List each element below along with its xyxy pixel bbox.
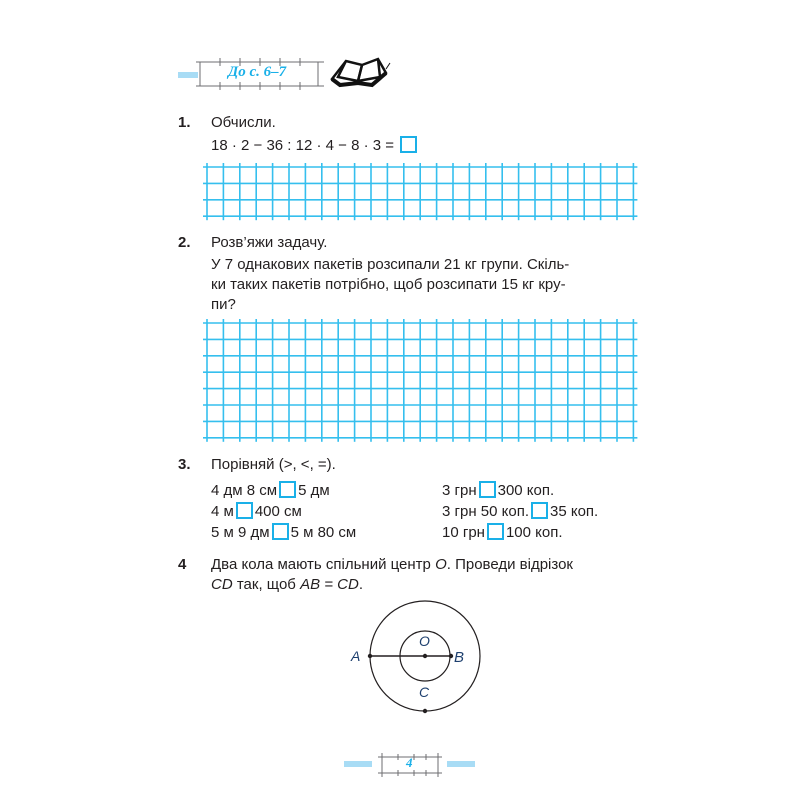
task-1-title: Обчисли. <box>211 114 276 131</box>
compare-left-1 <box>211 481 330 500</box>
compare-right-2-b: 35 коп. <box>550 503 599 520</box>
segment-cd-ref: CD <box>211 576 233 593</box>
compare-box[interactable] <box>479 481 496 498</box>
compare-left-3-a: 5 м 9 дм <box>211 524 270 541</box>
task-2-number: 2. <box>178 234 191 251</box>
task-1-number: 1. <box>178 114 191 131</box>
open-book-icon <box>328 55 392 91</box>
compare-right-3-b: 100 коп. <box>505 524 563 541</box>
point-o-ref: O <box>435 556 447 573</box>
label-a: A <box>351 648 361 664</box>
page-number: 4 <box>406 755 413 770</box>
point-a <box>368 654 372 658</box>
task-4-text: . Проведи відрізок <box>446 556 573 573</box>
compare-right-2 <box>442 502 598 521</box>
answer-box[interactable] <box>400 136 417 153</box>
task-1-expression-text: 18 · 2 − 36 : 12 · 4 − 8 · 3 = <box>211 137 395 154</box>
task-2-line-3: пи? <box>211 296 236 313</box>
compare-right-2-a: 3 грн 50 коп. <box>442 503 529 520</box>
point-b <box>449 654 453 658</box>
task-3-title: Порівняй (>, <, =). <box>211 456 336 473</box>
task-4-text: . <box>358 576 364 593</box>
task-4-text: так, щоб <box>232 576 301 593</box>
equation-ref: AB = CD <box>300 576 359 593</box>
compare-right-1-a: 3 грн <box>442 482 477 499</box>
concentric-circles-figure[interactable] <box>340 596 500 720</box>
header-label: До с. 6–7 <box>228 64 287 80</box>
compare-left-3 <box>211 523 356 542</box>
task-3-number: 3. <box>178 456 191 473</box>
compare-right-1-b: 300 коп. <box>497 482 555 499</box>
compare-left-3-b: 5 м 80 см <box>290 524 357 541</box>
footer-bar-left <box>344 761 372 767</box>
compare-left-2-a: 4 м <box>211 503 234 520</box>
compare-right-3-a: 10 грн <box>442 524 485 541</box>
compare-left-1-a: 4 дм 8 см <box>211 482 278 499</box>
task-1-expression <box>211 136 419 155</box>
label-c: C <box>419 684 430 700</box>
compare-left-2-b: 400 см <box>254 503 302 520</box>
compare-box[interactable] <box>272 523 289 540</box>
task-2-line-1: У 7 однакових пакетів розсипали 21 кг групи. Скіль- <box>211 256 570 273</box>
compare-box[interactable] <box>279 481 296 498</box>
header-accent-bar <box>178 72 198 78</box>
compare-right-1 <box>442 481 554 500</box>
footer-bar-right <box>447 761 475 767</box>
compare-box[interactable] <box>236 502 253 519</box>
compare-left-2 <box>211 502 302 521</box>
task-2-line-2: ки таких пакетів потрібно, щоб розсипати 15 кг кру- <box>211 276 566 293</box>
task-4-number: 4 <box>178 556 187 573</box>
compare-left-1-b: 5 дм <box>298 482 330 499</box>
point-d <box>423 709 427 713</box>
task-4-line-2 <box>211 576 363 594</box>
task-1-grid[interactable] <box>200 160 650 224</box>
label-b: B <box>454 649 465 666</box>
task-4-text: Два кола мають спільний центр <box>211 556 436 573</box>
task-4-line-1 <box>211 556 573 574</box>
task-2-title: Розв’яжи задачу. <box>211 234 328 251</box>
task-2-grid[interactable] <box>200 316 650 446</box>
compare-box[interactable] <box>531 502 548 519</box>
label-o: O <box>419 633 430 649</box>
compare-box[interactable] <box>487 523 504 540</box>
compare-right-3 <box>442 523 563 542</box>
point-o <box>423 654 427 658</box>
